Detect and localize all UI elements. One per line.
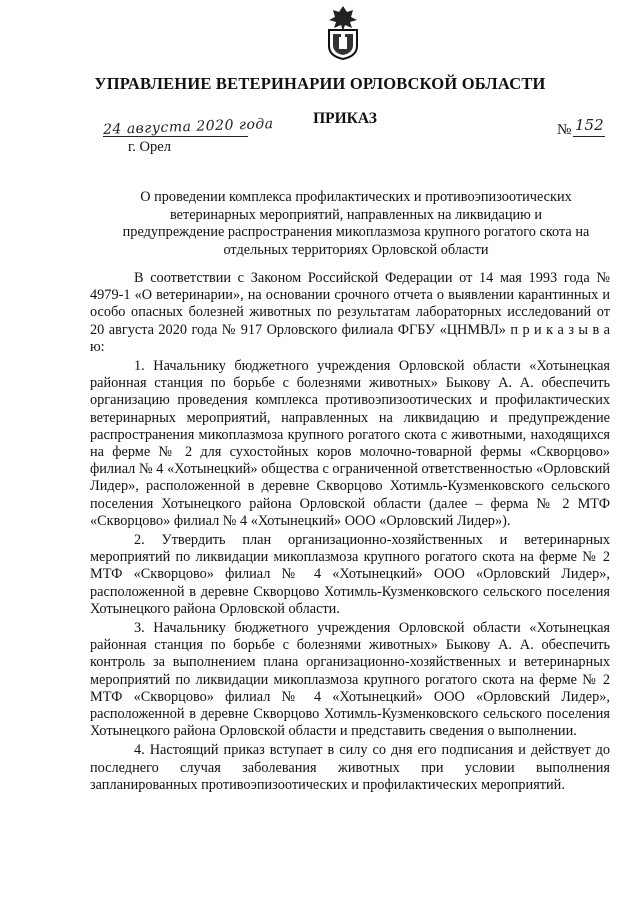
document-type-title: ПРИКАЗ <box>313 110 377 127</box>
coat-of-arms-emblem <box>323 4 363 60</box>
clause-paragraph-3: 3. Начальнику бюджетного учреждения Орловской области «Хотынецкая районная станция по борьбе с болезнями животных» Быкову А. А. обеспечить контроль за выполнением плана организационно-хозяйственных и ветеринарных мероприятий по ликвидации микоплазмоза крупного рогатого скота на ферме № 2 МТФ «Скворцово» филиал № 4 «Хотынецкий» ООО «Орловский Лидер», расположенной в деревне Скворцово Хотимль-Кузменковского сельского поселения Хотынецкого района Орловской области и представить сведения о выполнении. <box>90 620 610 740</box>
organization-name: УПРАВЛЕНИЕ ВЕТЕРИНАРИИ ОРЛОВСКОЙ ОБЛАСТИ <box>94 74 546 93</box>
handwritten-date: 24 августа 2020 года <box>102 116 274 138</box>
order-number-value: 152 <box>575 116 604 134</box>
clause-paragraph-4: 4. Настоящий приказ вступает в силу со дня его подписания и действует до последнего случая заболевания животных при условии выполнения запланированных противоэпизоотических и профилактических мероприятий. <box>90 742 610 793</box>
date-underline <box>103 136 248 137</box>
clause-paragraph-2: 2. Утвердить план организационно-хозяйственных и ветеринарных мероприятий по ликвидации микоплазмоза крупного рогатого скота на ферме № 2 МТФ «Скворцово» филиал № 4 «Хотынецкий» ООО «Орловский Лидер», расположенной в деревне Скворцово Хотимль-Кузменковского сельского поселения Хотынецкого района Орловской области. <box>90 532 610 617</box>
order-body <box>90 270 610 796</box>
city-label: г. Орел <box>128 139 171 155</box>
order-subject: О проведении комплекса профилактических и противоэпизоотических ветеринарных мероприятий, направленных на ликвидацию и предупреждение распространения микоплазмоза крупного рогатого скота на отдельных территориях Орловской области <box>122 189 590 258</box>
order-number-label: № <box>557 122 572 138</box>
number-underline <box>573 136 605 137</box>
clause-paragraph-1: 1. Начальнику бюджетного учреждения Орловской области «Хотынецкая районная станция по борьбе с болезнями животных» Быкову А. А. обеспечить организацию проведения комплекса противоэпизоотических и профилактических ветеринарных мероприятий, направленных на ликвидацию и предупреждение распространения микоплазмоза крупного рогатого скота с животными, находящихся на ферме № 2 для сухостойных коров молочно-товарной фермы «Скворцово» филиал № 4 «Хотынецкий» общества с ограниченной ответственностью «Орловский Лидер», расположенной в деревне Скворцово Хотимль-Кузменковского сельского поселения Хотынецкого района Орловской области (далее – ферма № 2 МТФ «Скворцово» филиал № 4 «Хотынецкий» ООО «Орловский Лидер»). <box>90 358 610 529</box>
preamble-paragraph: В соответствии с Законом Российской Федерации от 14 мая 1993 года № 4979-1 «О ветеринарии», на основании срочного отчета о выявлении карантинных и особо опасных болезней животных по результатам лабораторных исследований от 20 августа 2020 года № 917 Орловского филиала ФГБУ «ЦНМВЛ» п р и к а з ы в а ю: <box>90 270 610 355</box>
